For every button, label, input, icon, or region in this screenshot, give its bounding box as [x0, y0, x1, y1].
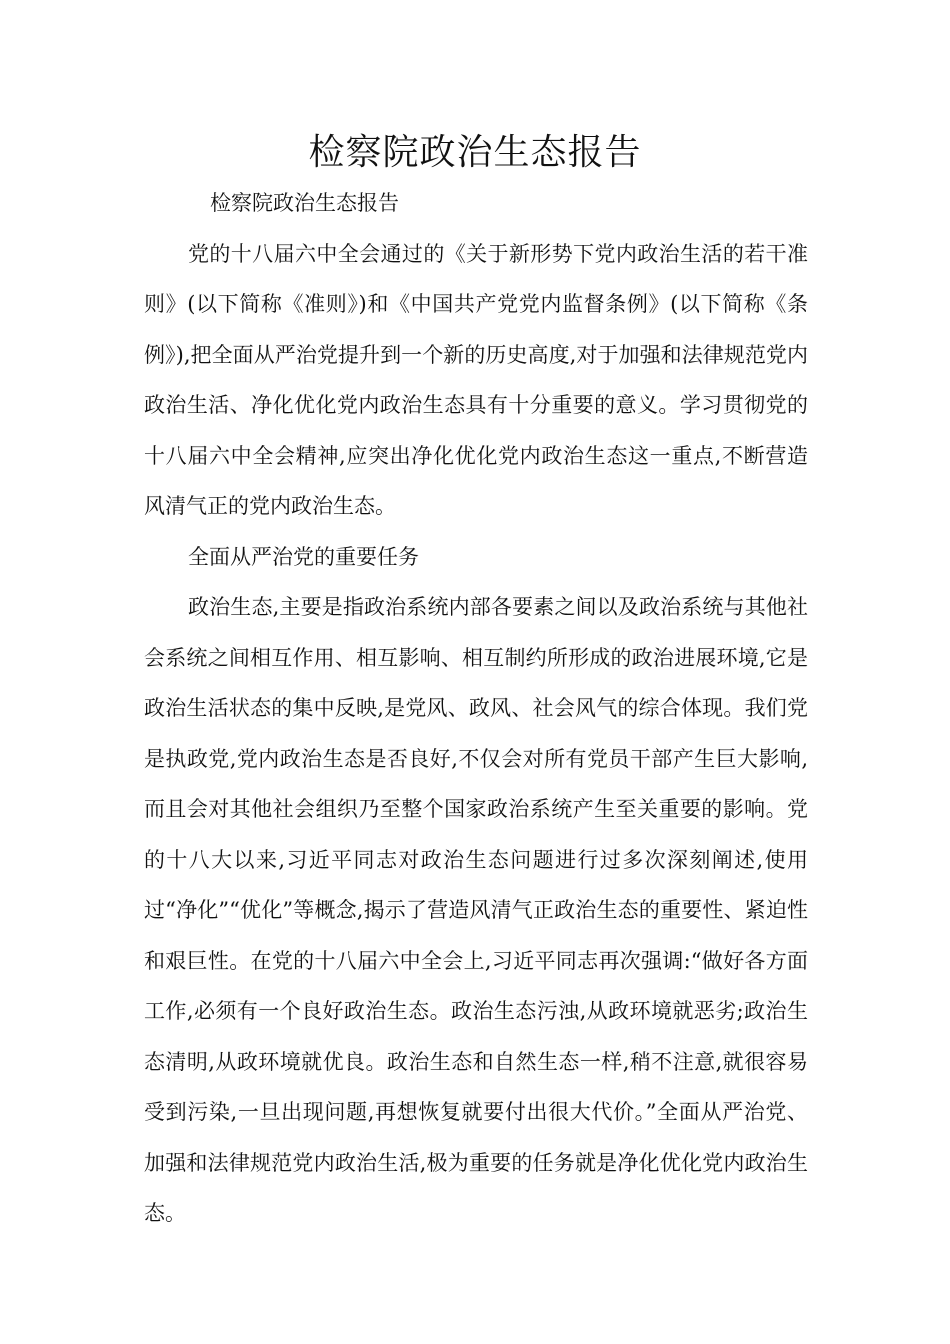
paragraph-intro: 党的十八届六中全会通过的《关于新形势下党内政治生活的若干准则》(以下简称《准则》)和《中国共产党党内监督条例》(以下简称《条例》),把全面从严治党提升到一个新的历史高度,对于加强和法律规范党内政治生活、净化优化党内政治生态具有十分重要的意义。学习贯彻党的十八届六中全会精神,应突出净化优化党内政治生态这一重点,不断营造风清气正的党内政治生态。	[144, 241, 808, 518]
section-heading: 全面从严治党的重要任务	[188, 544, 419, 569]
document-body	[144, 178, 808, 1239]
document-subtitle: 检察院政治生态报告	[210, 191, 399, 215]
document-title: 检察院政治生态报告	[308, 132, 642, 173]
paragraph-political-ecology: 政治生态,主要是指政治系统内部各要素之间以及政治系统与其他社会系统之间相互作用、相互影响、相互制约所形成的政治进展环境,它是政治生活状态的集中反映,是党风、政风、社会风气的综合体现。我们党是执政党,党内政治生态是否良好,不仅会对所有党员干部产生巨大影响,而且会对其他社会组织乃至整个国家政治系统产生至关重要的影响。党的十八大以来,习近平同志对政治生态问题进行过多次深刻阐述,使用过“净化”“优化”等概念,揭示了营造风清气正政治生态的重要性、紧迫性和艰巨性。在党的十八届六中全会上,习近平同志再次强调:“做好各方面工作,必须有一个良好政治生态。政治生态污浊,从政环境就恶劣;政治生态清明,从政环境就优良。政治生态和自然生态一样,稍不注意,就很容易受到污染,一旦出现问题,再想恢复就要付出很大代价。”全面从严治党、加强和法律规范党内政治生活,极为重要的任务就是净化优化党内政治生态。	[144, 595, 808, 1225]
